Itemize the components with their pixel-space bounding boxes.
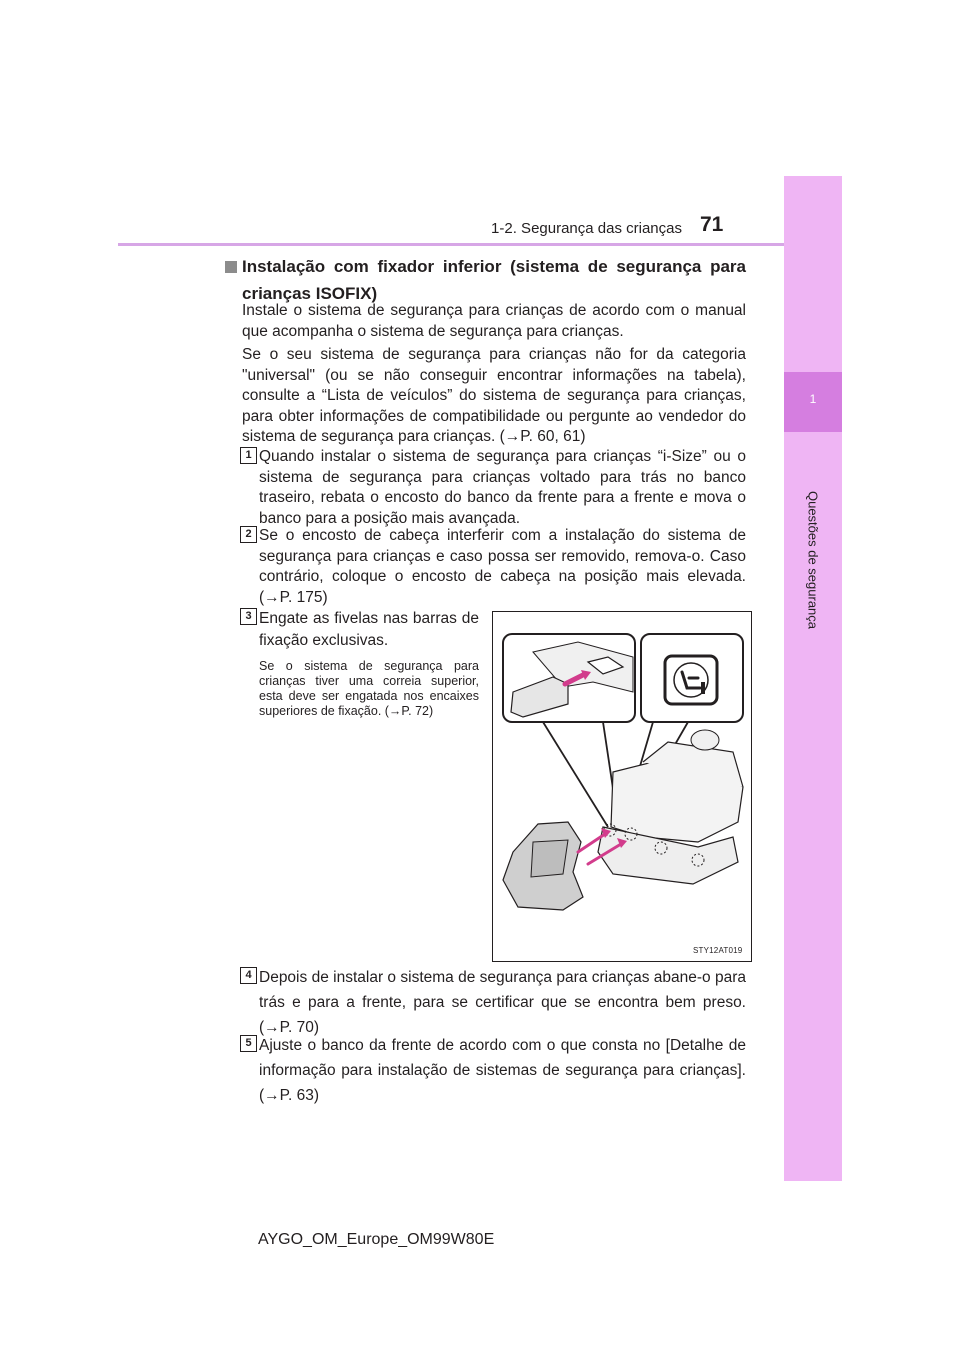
isofix-illustration <box>493 612 751 961</box>
isofix-figure <box>492 611 752 962</box>
intro-paragraph-1: Instale o sistema de segurança para crianças de acordo com o manual que acompanha o sistema de segurança para crianças. <box>242 302 746 340</box>
page-number: 71 <box>700 213 724 236</box>
step-number-3: 3 <box>240 608 257 625</box>
step-number-2: 2 <box>240 526 257 543</box>
step-text-2: Se o encosto de cabeça interferir com a instalação do sistema de segurança para crianças e caso possa ser removido, remova-o. Caso contrário, coloque o encosto de cabeça na posição mais elevada. (→P. 175) <box>259 527 746 606</box>
step-text-5: Ajuste o banco da frente de acordo com o que consta no [Detalhe de informação para instalação de sistemas de segurança para crianças]. (→P. 63) <box>259 1037 746 1104</box>
heading-bullet-icon <box>225 261 237 273</box>
header-rule <box>118 243 842 246</box>
step-number-5: 5 <box>240 1035 257 1052</box>
footer-document-code: AYGO_OM_Europe_OM99W80E <box>258 1231 495 1248</box>
chapter-title: Questões de segurança <box>805 490 821 630</box>
step-number-1: 1 <box>240 447 257 464</box>
intro-paragraph-2: Se o seu sistema de segurança para crianças não for da categoria "universal" (ou se não conseguir encontrar informações na tabela), consulte a “Lista de veículos” do sistema de segurança para crianças, para obter informações de compatibilidade ou pergunte ao vendedor do sistema de segurança para crianças. (→P. 60, 61) <box>242 346 746 445</box>
step-text-4: Depois de instalar o sistema de segurança para crianças abane-o para trás e para a frente, para se certificar que se encontra bem preso. (→P. 70) <box>259 969 746 1036</box>
section-title: 1-2. Segurança das crianças <box>491 220 682 237</box>
section-heading: Instalação com fixador inferior (sistema de segurança para crianças ISOFIX) <box>242 257 746 303</box>
chapter-number: 1 <box>809 392 817 406</box>
chapter-tab <box>784 176 842 1181</box>
step-text-1: Quando instalar o sistema de segurança para crianças “i-Size” ou o sistema de segurança para crianças voltado para trás no banco traseiro, rebata o encosto do banco da frente para a frente e mova o banco para a posição mais avançada. <box>259 448 746 527</box>
figure-code: STY12AT019 <box>693 946 743 955</box>
step-note-3: Se o sistema de segurança para crianças tiver uma correia superior, esta deve ser engatada nos encaixes superiores de fixação. (→P. 72) <box>259 659 479 718</box>
step-text-3: Engate as fivelas nas barras de fixação exclusivas. <box>259 610 479 649</box>
step-number-4: 4 <box>240 967 257 984</box>
